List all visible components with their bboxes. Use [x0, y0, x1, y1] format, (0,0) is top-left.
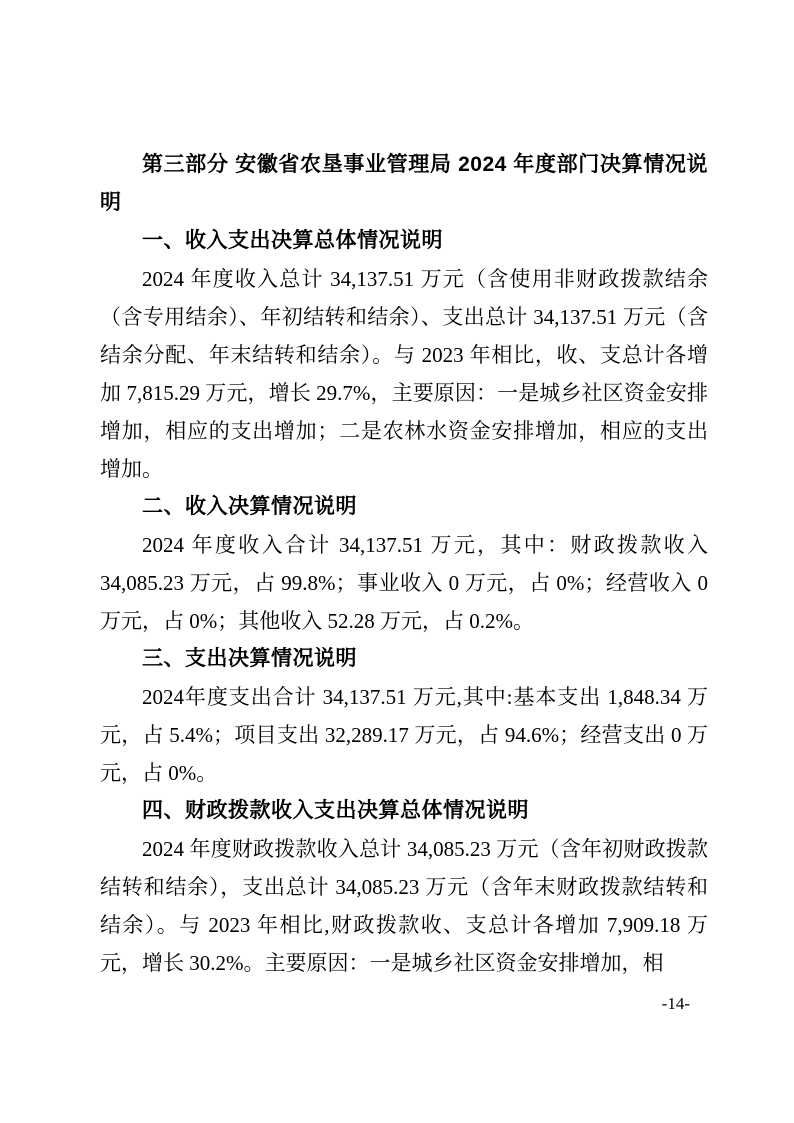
section-heading-fiscal-appropriation-overview: 四、财政拨款收入支出决算总体情况说明	[142, 799, 529, 822]
paragraph-fiscal-appropriation-overview: 2024 年度财政拨款收入总计 34,085.23 万元（含年初财政拨款结转和结余），支出总计 34,085.23 万元（含年末财政拨款结转和结余）。与 2023 年相比,财政拨款收、支总计各增加 7,909.18 万元，增长 30.2%。主要原因：一是城乡社区资金安排增加，相	[100, 837, 708, 975]
section-heading-income-details: 二、收入决算情况说明	[142, 495, 357, 518]
document-body	[100, 146, 708, 982]
section-heading-income-expenditure-overview: 一、收入支出决算总体情况说明	[142, 229, 443, 252]
paragraph-income-details: 2024 年度收入合计 34,137.51 万元，其中：财政拨款收入 34,085.23 万元，占 99.8%；事业收入 0 万元，占 0%；经营收入 0 万元，占 0%；其他收入 52.28 万元，占 0.2%。	[100, 533, 708, 633]
paragraph-income-expenditure-overview: 2024 年度收入总计 34,137.51 万元（含使用非财政拨款结余（含专用结余）、年初结转和结余）、支出总计 34,137.51 万元（含结余分配、年末结转和结余）。与 2023 年相比，收、支总计各增加 7,815.29 万元，增长 29.7%，主要原因：一是城乡社区资金安排增加，相应的支出增加；二是农林水资金安排增加，相应的支出增加。	[100, 267, 708, 481]
section-heading-expenditure-details: 三、支出决算情况说明	[142, 647, 357, 670]
page-number: -14-	[661, 994, 690, 1013]
paragraph-expenditure-details: 2024年度支出合计 34,137.51 万元,其中:基本支出 1,848.34 万元，占 5.4%；项目支出 32,289.17 万元，占 94.6%；经营支出 0 万元，占 0%。	[100, 685, 708, 785]
document-title: 第三部分 安徽省农垦事业管理局 2024 年度部门决算情况说明	[100, 153, 708, 214]
